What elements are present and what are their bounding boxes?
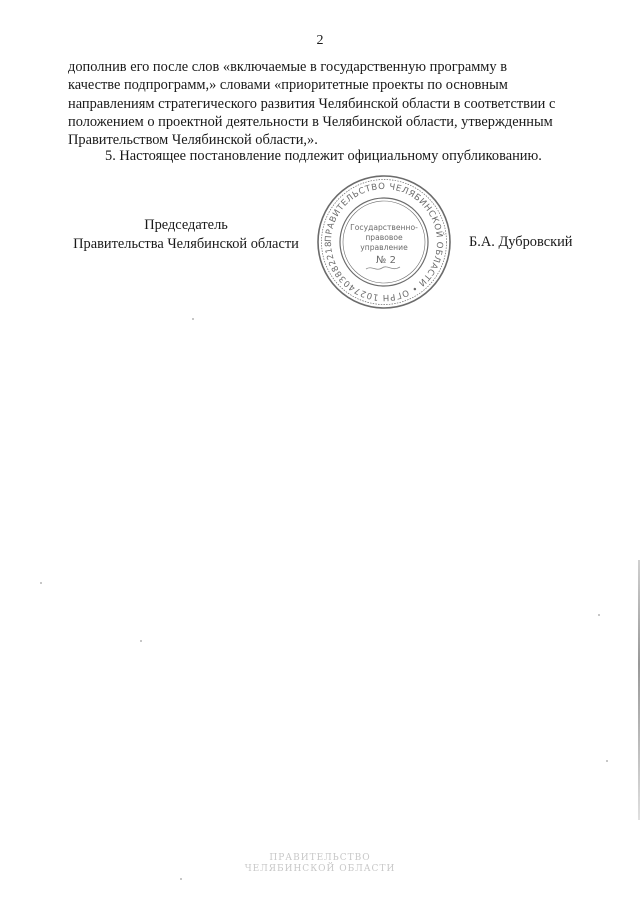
watermark-line-2: ЧЕЛЯБИНСКОЙ ОБЛАСТИ bbox=[244, 864, 396, 874]
body-line-5: Правительством Челябинской области,». bbox=[68, 132, 318, 149]
seal-center-line-1: Государственно- bbox=[350, 223, 418, 232]
signature-role bbox=[66, 216, 306, 254]
paragraph-5: 5. Настоящее постановление подлежит официальному опубликованию. bbox=[105, 148, 542, 164]
body-line-1: дополнив его после слов «включаемые в государственную программу в bbox=[68, 59, 508, 75]
body-line-3: направлениям стратегического развития Челябинской области в соответствии с bbox=[68, 95, 556, 112]
seal-outer-text: ПРАВИТЕЛЬСТВО ЧЕЛЯБИНСКОЙ ОБЛАСТИ • ОГРН 1027403882218 bbox=[323, 181, 445, 303]
signature-name: Б.А. Дубровский bbox=[469, 234, 573, 250]
seal-stamp bbox=[314, 172, 454, 312]
seal-center-line-3: управление bbox=[360, 243, 408, 252]
body-line-4: положением о проектной деятельности в Челябинской области, утвержденным bbox=[68, 113, 553, 130]
seal-inner-ring bbox=[340, 198, 428, 286]
body-text bbox=[68, 58, 585, 149]
seal-inner-thin-ring bbox=[343, 201, 425, 283]
signature-role-line-1: Председатель bbox=[144, 217, 228, 233]
scan-speck bbox=[140, 640, 142, 642]
scan-speck bbox=[606, 760, 608, 762]
seal-icon bbox=[314, 172, 454, 312]
watermark bbox=[230, 853, 410, 875]
signature-role-line-2: Правительства Челябинской области bbox=[73, 236, 299, 252]
scan-speck bbox=[192, 318, 194, 320]
scan-speck bbox=[598, 614, 600, 616]
seal-scribble bbox=[366, 267, 400, 269]
scan-speck bbox=[40, 582, 42, 584]
page-number: 2 bbox=[316, 33, 324, 48]
body-line-2: качестве подпрограмм,» словами «приоритетные проекты по основным bbox=[68, 77, 508, 94]
scan-speck bbox=[180, 878, 182, 880]
watermark-line-1: ПРАВИТЕЛЬСТВО bbox=[269, 853, 371, 863]
seal-center-line-2: правовое bbox=[365, 233, 403, 242]
seal-center-line-4: № 2 bbox=[376, 255, 396, 266]
seal-outer-ring bbox=[318, 176, 450, 308]
